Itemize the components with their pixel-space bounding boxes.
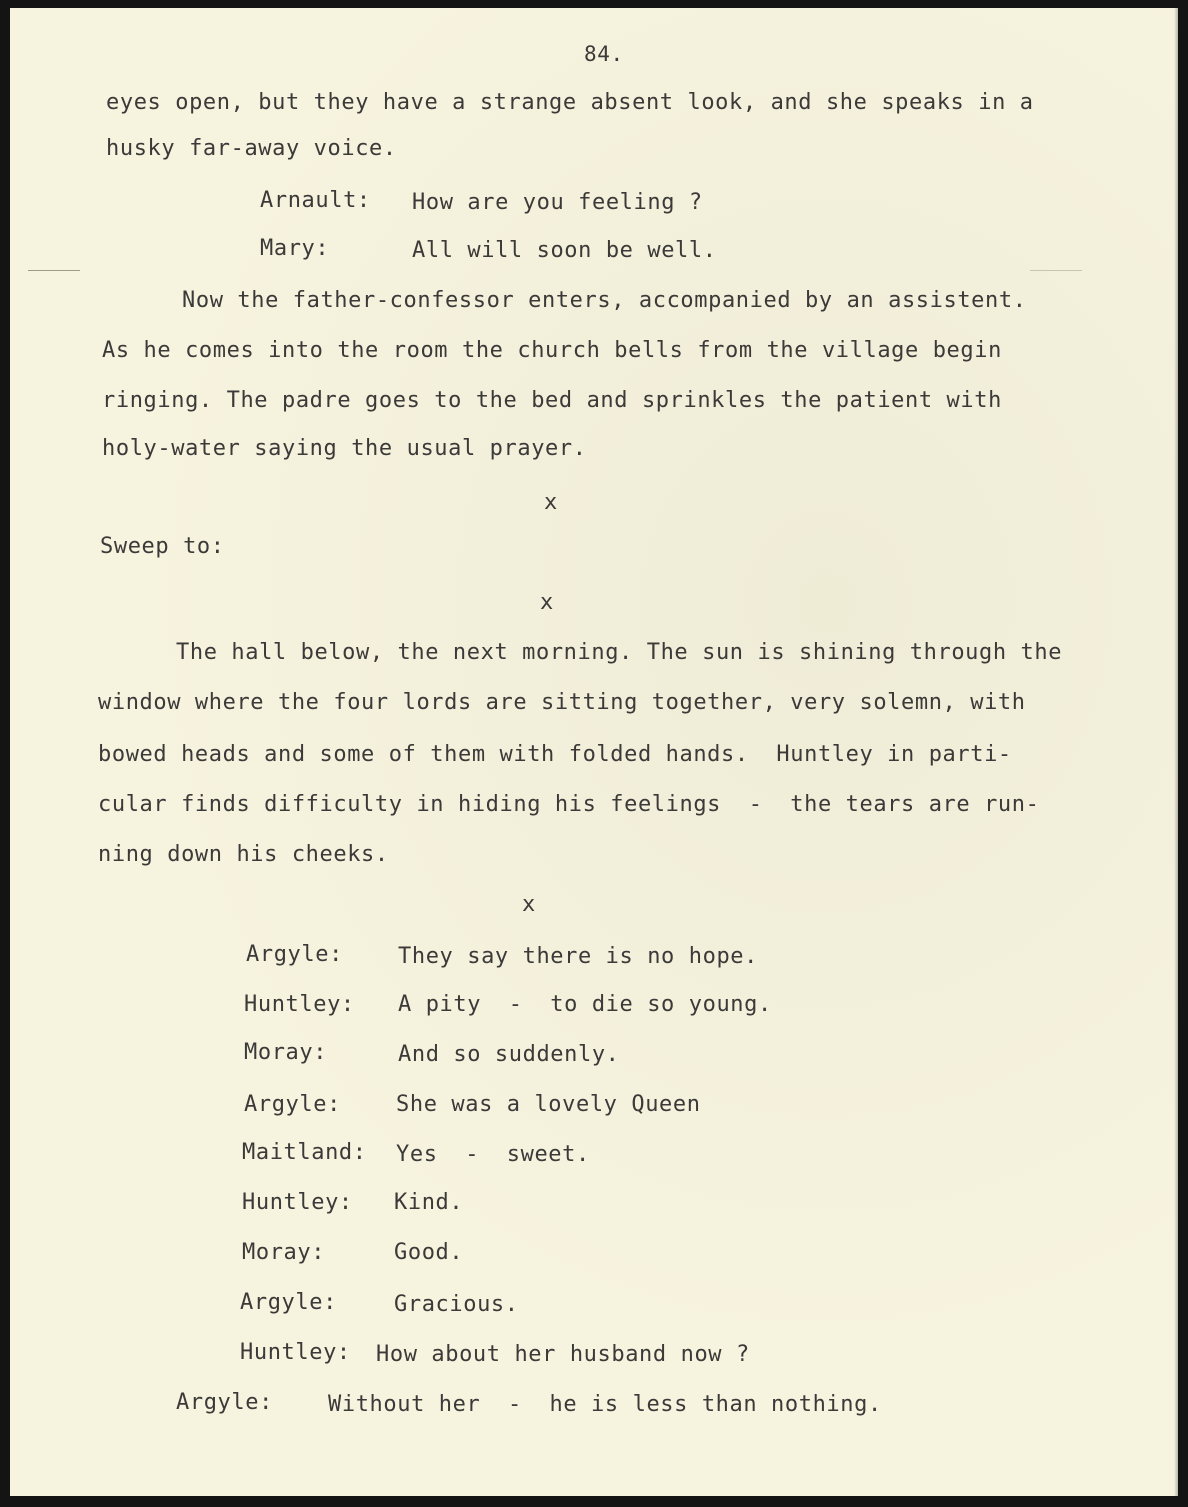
speaker-name: Moray: <box>242 1240 326 1265</box>
dialogue-text: Without her - he is less than nothing. <box>328 1392 882 1417</box>
sweep-direction: Sweep to: <box>100 534 225 559</box>
paragraph-line: The hall below, the next morning. The sun is shining through the <box>176 640 1063 665</box>
dialogue-text: They say there is no hope. <box>398 944 758 969</box>
margin-mark <box>28 270 80 271</box>
speaker-name: Moray: <box>244 1040 328 1065</box>
speaker-name: Argyle: <box>176 1390 273 1415</box>
speaker-name: Huntley: <box>244 992 355 1017</box>
speaker-name: Argyle: <box>246 942 343 967</box>
speaker-name: Argyle: <box>244 1092 341 1117</box>
dialogue-text: Good. <box>394 1240 464 1265</box>
paragraph-line: husky far-away voice. <box>106 136 397 161</box>
dialogue-text: She was a lovely Queen <box>396 1092 701 1117</box>
paragraph-line: bowed heads and some of them with folded hands. Huntley in parti- <box>98 742 1012 767</box>
dialogue-text: Kind. <box>394 1190 464 1215</box>
dialogue-text: How about her husband now ? <box>376 1342 750 1367</box>
dialogue-text: Gracious. <box>394 1292 519 1317</box>
page-number: 84. <box>584 42 624 66</box>
speaker-name: Maitland: <box>242 1140 367 1165</box>
margin-mark <box>1030 270 1082 271</box>
paragraph-line: Now the father-confessor enters, accompanied by an assistent. <box>182 288 1027 313</box>
speaker-name: Huntley: <box>242 1190 353 1215</box>
paragraph-line: As he comes into the room the church bells from the village begin <box>102 338 1002 363</box>
paragraph-line: eyes open, but they have a strange absent look, and she speaks in a <box>106 90 1034 115</box>
dialogue-line <box>176 1390 882 1490</box>
speaker-name: Argyle: <box>240 1290 337 1315</box>
dialogue-text: A pity - to die so young. <box>398 992 772 1017</box>
paragraph-line: cular finds difficulty in hiding his feelings - the tears are run- <box>98 792 1040 817</box>
paragraph-line: window where the four lords are sitting together, very solemn, with <box>98 690 1026 715</box>
page-edge-shadow <box>1174 8 1178 1496</box>
separator-mark: x <box>544 490 558 515</box>
dialogue-text: Yes - sweet. <box>396 1142 590 1167</box>
speaker-name: Huntley: <box>240 1340 351 1365</box>
dialogue-text: And so suddenly. <box>398 1042 620 1067</box>
speaker-name: Arnault: <box>260 188 371 213</box>
dialogue-text: All will soon be well. <box>412 238 717 263</box>
separator-mark: x <box>522 892 536 917</box>
speaker-name: Mary: <box>260 236 330 261</box>
typewritten-page <box>10 8 1178 1496</box>
paragraph-line: ringing. The padre goes to the bed and sprinkles the patient with <box>102 388 1002 413</box>
paragraph-line: ning down his cheeks. <box>98 842 389 867</box>
separator-mark: x <box>540 590 554 615</box>
dialogue-text: How are you feeling ? <box>412 190 703 215</box>
paragraph-line: holy-water saying the usual prayer. <box>102 436 587 461</box>
